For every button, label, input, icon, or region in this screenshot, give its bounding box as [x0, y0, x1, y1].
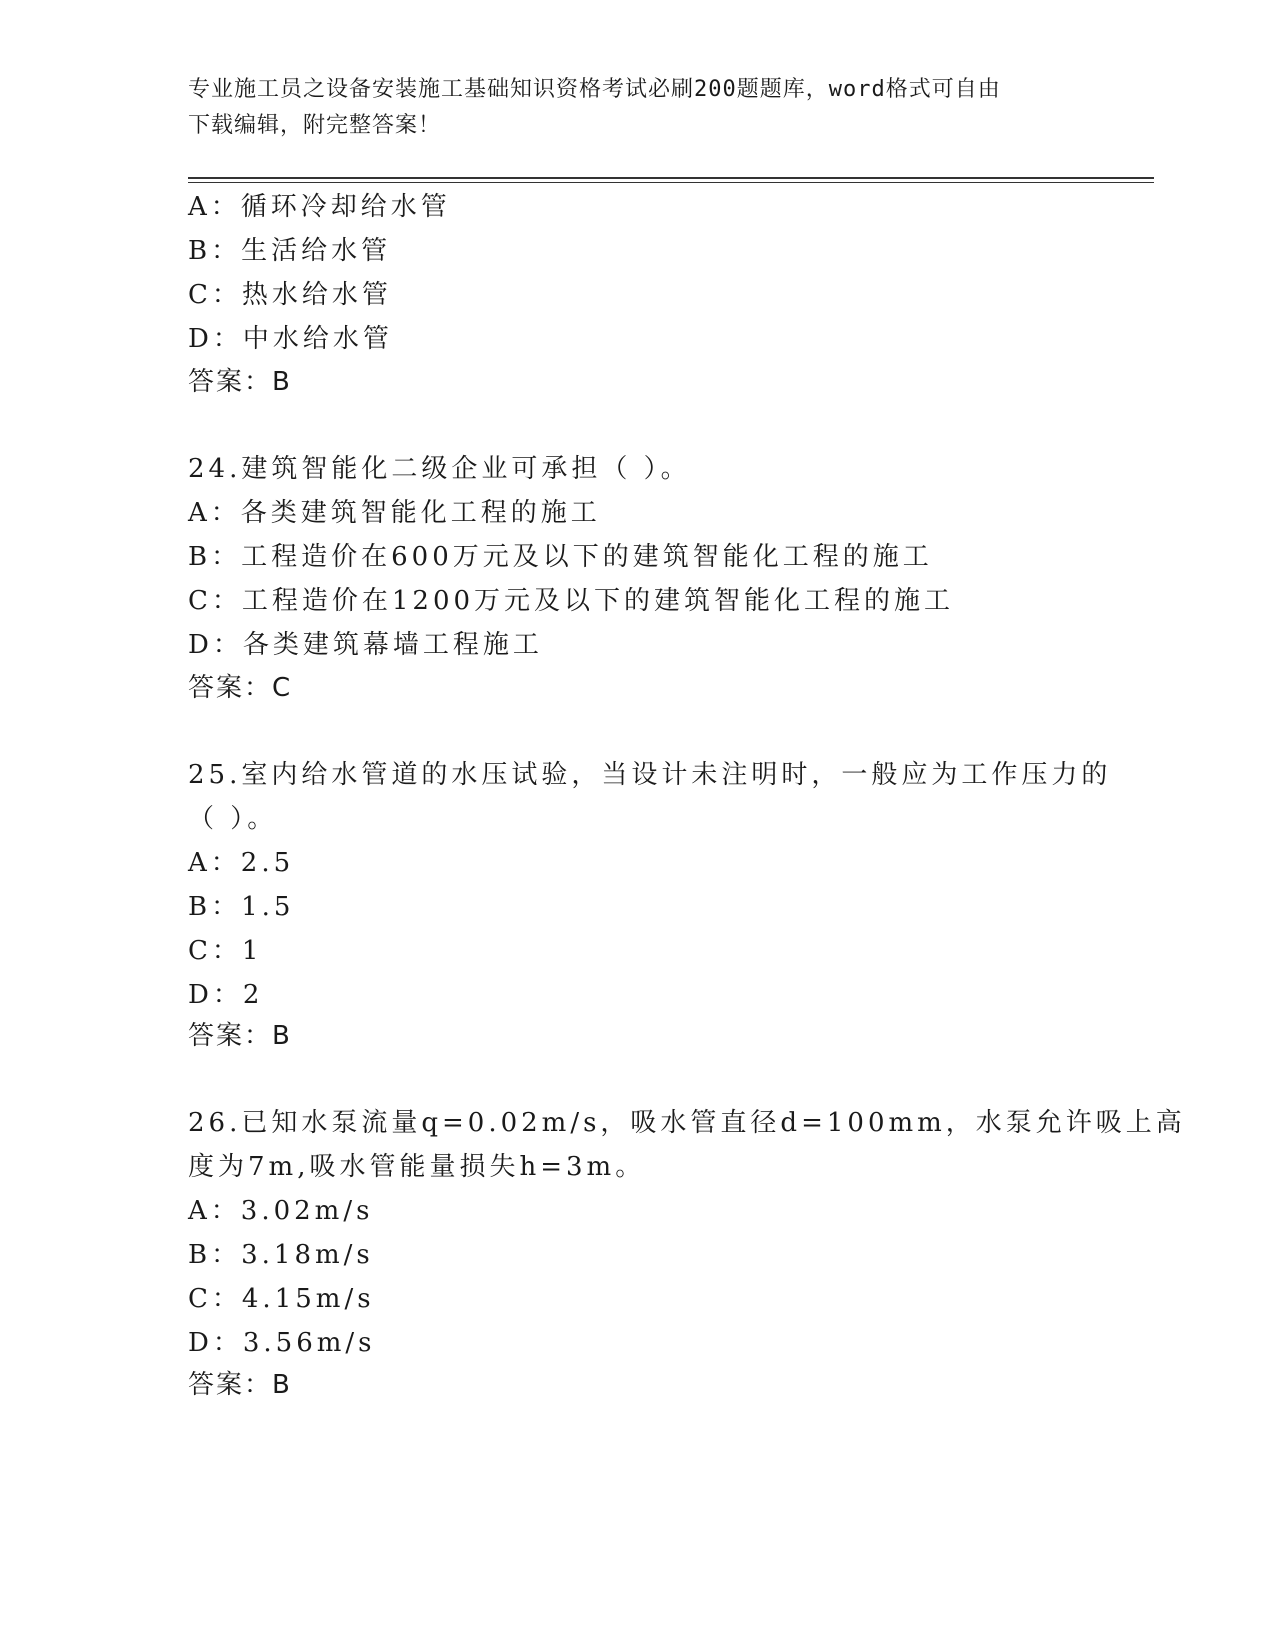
question-stem-line-1: 26.已知水泵流量q=0.02m/s，吸水管直径d=100mm，水泵允许吸上高 — [188, 1108, 1186, 1138]
option-d: D：中水给水管 — [188, 324, 393, 354]
option-b: B：3.18m/s — [188, 1240, 374, 1270]
option-c: C：工程造价在1200万元及以下的建筑智能化工程的施工 — [188, 586, 955, 616]
option-a: A：2.5 — [188, 848, 295, 878]
option-d: D：2 — [188, 980, 264, 1010]
question-stem-line-2: （ ）。 — [188, 804, 278, 834]
header-line-2: 下载编辑，附完整答案！ — [188, 113, 442, 138]
question-stem-line-2: 度为7m,吸水管能量损失h=3m。 — [188, 1152, 646, 1182]
option-b: B：生活给水管 — [188, 236, 392, 266]
option-c: C：热水给水管 — [188, 280, 392, 310]
option-d: D：3.56m/s — [188, 1328, 376, 1358]
answer: 答案：C — [188, 673, 293, 703]
header-divider-thin — [188, 182, 1154, 183]
answer: 答案：B — [188, 1021, 292, 1051]
option-b: B：1.5 — [188, 892, 295, 922]
question-stem-line-1: 25.室内给水管道的水压试验，当设计未注明时，一般应为工作压力的 — [188, 760, 1112, 790]
answer: 答案：B — [188, 1370, 292, 1400]
option-d: D：各类建筑幕墙工程施工 — [188, 630, 543, 660]
option-c: C：4.15m/s — [188, 1284, 375, 1314]
header-divider-thick — [188, 177, 1154, 179]
option-a: A：3.02m/s — [188, 1196, 374, 1226]
option-c: C：1 — [188, 936, 263, 966]
question-stem: 24.建筑智能化二级企业可承担（ ）。 — [188, 454, 691, 484]
option-b: B：工程造价在600万元及以下的建筑智能化工程的施工 — [188, 542, 933, 572]
document-header — [188, 72, 1088, 144]
option-a: A：各类建筑智能化工程的施工 — [188, 498, 601, 528]
option-a: A：循环冷却给水管 — [188, 192, 451, 222]
header-line-1: 专业施工员之设备安装施工基础知识资格考试必刷200题题库，word格式可自由 — [188, 77, 1001, 102]
answer: 答案：B — [188, 367, 292, 397]
